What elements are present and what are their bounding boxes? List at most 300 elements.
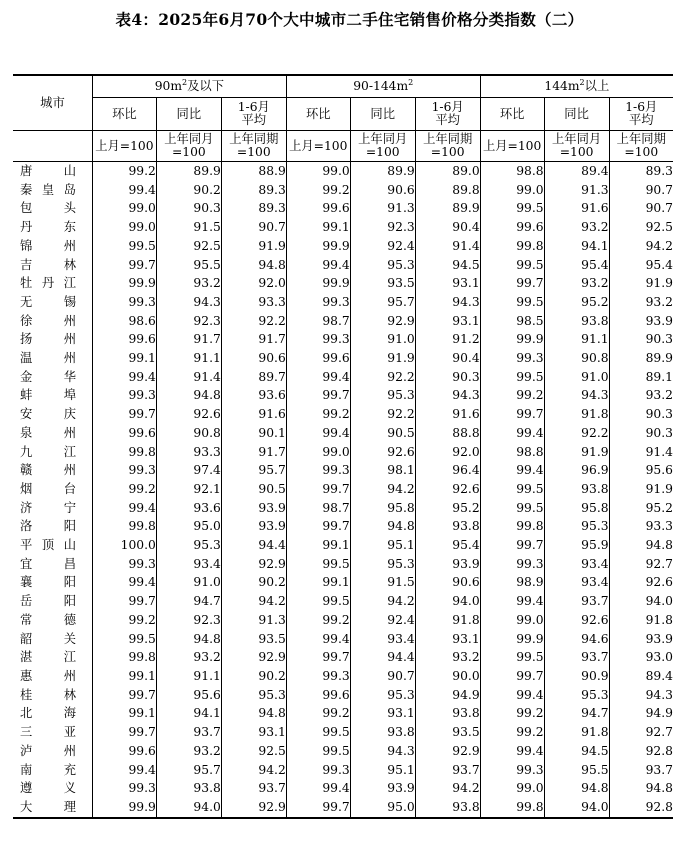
city-char: 江 [63, 444, 76, 459]
index-value-cell: 95.0 [156, 517, 221, 536]
index-value-cell: 99.3 [92, 461, 156, 480]
index-value-cell: 99.0 [286, 162, 350, 181]
city-char: 州 [63, 238, 76, 253]
index-value-cell: 93.8 [415, 798, 480, 818]
index-value-cell: 95.5 [544, 761, 609, 780]
index-value-cell: 95.7 [350, 293, 415, 312]
city-char: 温 [20, 351, 33, 366]
index-value-cell: 99.1 [92, 349, 156, 368]
city-char: 北 [20, 706, 33, 721]
city-char: 唐 [20, 164, 33, 178]
table-row [13, 349, 673, 368]
index-value-cell: 93.7 [156, 723, 221, 742]
index-value-cell: 99.3 [92, 293, 156, 312]
index-value-cell: 99.2 [286, 704, 350, 723]
city-cell [13, 611, 92, 630]
index-value-cell: 99.8 [480, 517, 544, 536]
city-cell [13, 686, 92, 705]
city-char: 徐 [20, 313, 33, 328]
index-value-cell: 93.1 [350, 704, 415, 723]
index-value-cell: 93.1 [415, 274, 480, 293]
index-value-cell: 93.5 [221, 630, 286, 649]
index-value-cell: 99.2 [286, 181, 350, 200]
index-value-cell: 99.4 [286, 630, 350, 649]
city-char: 吉 [20, 257, 33, 272]
index-value-cell: 94.0 [415, 592, 480, 611]
index-value-cell: 99.9 [286, 237, 350, 256]
index-value-cell: 98.7 [286, 499, 350, 518]
index-value-cell: 92.6 [415, 480, 480, 499]
index-value-cell: 94.0 [544, 798, 609, 818]
city-char: 义 [63, 781, 76, 796]
city-char: 秦 [20, 182, 33, 197]
index-value-cell: 99.3 [480, 555, 544, 574]
yoy-header: 同比 [156, 98, 221, 131]
mom-base-header: 上月=100 [92, 131, 156, 162]
index-value-cell: 95.2 [544, 293, 609, 312]
index-value-cell: 93.7 [609, 761, 673, 780]
index-value-cell: 99.0 [92, 199, 156, 218]
index-value-cell: 93.0 [609, 648, 673, 667]
index-value-cell: 88.8 [415, 424, 480, 443]
city-char: 州 [63, 743, 76, 758]
city-cell [13, 704, 92, 723]
index-value-cell: 91.6 [221, 405, 286, 424]
yoy-base-header: 上年同月 =100 [544, 131, 609, 162]
table-row [13, 293, 673, 312]
index-value-cell: 93.5 [350, 274, 415, 293]
index-value-cell: 92.5 [609, 218, 673, 237]
city-char: 庆 [63, 407, 76, 422]
index-value-cell: 94.2 [415, 779, 480, 798]
index-value-cell: 99.1 [92, 667, 156, 686]
index-value-cell: 93.8 [415, 517, 480, 536]
city-cell [13, 162, 92, 181]
city-char: 林 [63, 257, 76, 272]
table-row [13, 686, 673, 705]
index-value-cell: 99.7 [480, 405, 544, 424]
index-value-cell: 94.3 [350, 742, 415, 761]
city-char: 济 [20, 500, 33, 515]
index-value-cell: 93.1 [415, 312, 480, 331]
index-value-cell: 99.7 [286, 648, 350, 667]
index-value-cell: 99.5 [286, 592, 350, 611]
index-value-cell: 95.3 [350, 555, 415, 574]
city-cell [13, 761, 92, 780]
index-value-cell: 92.2 [350, 368, 415, 387]
index-value-cell: 99.9 [286, 274, 350, 293]
index-value-cell: 93.4 [544, 573, 609, 592]
index-value-cell: 92.7 [609, 555, 673, 574]
avg-header: 1-6月 平均 [221, 98, 286, 131]
index-value-cell: 95.3 [350, 686, 415, 705]
table-row [13, 405, 673, 424]
table-row [13, 218, 673, 237]
index-value-cell: 91.9 [544, 443, 609, 462]
index-value-cell: 94.8 [156, 386, 221, 405]
index-value-cell: 94.5 [415, 256, 480, 275]
table-row [13, 162, 673, 181]
index-value-cell: 90.6 [221, 349, 286, 368]
index-value-cell: 90.3 [609, 405, 673, 424]
index-value-cell: 94.2 [221, 761, 286, 780]
city-char: 襄 [20, 575, 33, 590]
index-value-cell: 93.8 [350, 723, 415, 742]
city-char: 惠 [20, 668, 33, 683]
header-row-metrics [13, 98, 673, 131]
city-char: 充 [63, 762, 76, 777]
city-char: 台 [63, 481, 76, 496]
table-row [13, 667, 673, 686]
index-value-cell: 99.2 [480, 723, 544, 742]
index-value-cell: 98.7 [286, 312, 350, 331]
city-char: 顶 [41, 538, 55, 553]
city-cell [13, 443, 92, 462]
index-value-cell: 91.7 [221, 330, 286, 349]
index-value-cell: 99.5 [480, 199, 544, 218]
index-value-cell: 99.4 [286, 256, 350, 275]
index-value-cell: 92.2 [350, 405, 415, 424]
yoy-header: 同比 [544, 98, 609, 131]
index-value-cell: 95.4 [415, 536, 480, 555]
table-row [13, 536, 673, 555]
index-value-cell: 95.3 [544, 686, 609, 705]
city-char: 州 [63, 332, 76, 347]
index-value-cell: 90.8 [544, 349, 609, 368]
index-value-cell: 95.2 [609, 499, 673, 518]
city-cell [13, 424, 92, 443]
index-value-cell: 99.7 [286, 386, 350, 405]
index-value-cell: 92.3 [156, 312, 221, 331]
index-value-cell: 92.0 [221, 274, 286, 293]
city-char: 锦 [20, 238, 33, 253]
index-value-cell: 90.4 [415, 218, 480, 237]
index-value-cell: 99.7 [92, 256, 156, 275]
index-value-cell: 93.2 [156, 742, 221, 761]
index-value-cell: 91.2 [415, 330, 480, 349]
index-value-cell: 94.2 [350, 592, 415, 611]
city-cell [13, 592, 92, 611]
index-value-cell: 94.3 [609, 686, 673, 705]
index-value-cell: 92.8 [609, 742, 673, 761]
index-value-cell: 94.8 [609, 779, 673, 798]
index-value-cell: 99.5 [480, 293, 544, 312]
index-value-cell: 93.9 [350, 779, 415, 798]
index-value-cell: 93.4 [156, 555, 221, 574]
table-row [13, 573, 673, 592]
index-value-cell: 90.7 [609, 199, 673, 218]
city-char: 阳 [63, 594, 76, 609]
table-row [13, 499, 673, 518]
index-value-cell: 99.4 [286, 368, 350, 387]
index-value-cell: 99.8 [480, 237, 544, 256]
index-value-cell: 94.9 [609, 704, 673, 723]
index-value-cell: 95.6 [609, 461, 673, 480]
index-value-cell: 93.8 [156, 779, 221, 798]
city-char: 德 [63, 612, 76, 627]
city-cell [13, 256, 92, 275]
index-value-cell: 99.7 [286, 480, 350, 499]
index-value-cell: 99.0 [92, 218, 156, 237]
index-value-cell: 90.9 [544, 667, 609, 686]
index-value-cell: 93.9 [221, 499, 286, 518]
index-value-cell: 93.8 [544, 312, 609, 331]
index-value-cell: 95.6 [156, 686, 221, 705]
index-value-cell: 94.2 [609, 237, 673, 256]
index-value-cell: 93.7 [544, 592, 609, 611]
index-value-cell: 94.8 [609, 536, 673, 555]
index-value-cell: 93.7 [221, 779, 286, 798]
table-row [13, 256, 673, 275]
index-value-cell: 99.5 [480, 368, 544, 387]
city-char: 金 [20, 369, 33, 384]
index-value-cell: 94.8 [221, 256, 286, 275]
index-value-cell: 92.8 [609, 798, 673, 818]
index-value-cell: 99.3 [286, 667, 350, 686]
avg-base-header: 上年同期 =100 [221, 131, 286, 162]
index-value-cell: 99.6 [92, 330, 156, 349]
index-value-cell: 89.8 [415, 181, 480, 200]
index-value-cell: 94.7 [544, 704, 609, 723]
index-value-cell: 92.9 [221, 648, 286, 667]
index-value-cell: 92.3 [350, 218, 415, 237]
city-char: 无 [20, 294, 33, 309]
city-char: 皇 [41, 182, 55, 197]
table-row [13, 723, 673, 742]
index-value-cell: 90.1 [221, 424, 286, 443]
index-value-cell: 93.7 [415, 761, 480, 780]
index-value-cell: 89.3 [221, 181, 286, 200]
city-char: 南 [20, 762, 33, 777]
index-value-cell: 93.2 [544, 274, 609, 293]
city-char: 桂 [20, 687, 33, 702]
city-char: 山 [63, 538, 76, 553]
index-value-cell: 99.4 [92, 573, 156, 592]
index-value-cell: 92.6 [544, 611, 609, 630]
index-value-cell: 93.8 [544, 480, 609, 499]
index-value-cell: 91.0 [156, 573, 221, 592]
index-value-cell: 91.8 [415, 611, 480, 630]
index-value-cell: 94.4 [350, 648, 415, 667]
table-row [13, 798, 673, 818]
index-value-cell: 95.4 [609, 256, 673, 275]
table-row [13, 555, 673, 574]
index-value-cell: 95.2 [415, 499, 480, 518]
index-value-cell: 91.5 [156, 218, 221, 237]
index-value-cell: 99.4 [480, 461, 544, 480]
index-value-cell: 94.7 [156, 592, 221, 611]
city-char: 丹 [41, 276, 55, 291]
city-char: 亚 [63, 725, 76, 740]
index-value-cell: 99.3 [92, 779, 156, 798]
index-value-cell: 99.5 [480, 648, 544, 667]
city-cell [13, 405, 92, 424]
city-char: 阳 [63, 575, 76, 590]
index-value-cell: 94.8 [221, 704, 286, 723]
index-value-cell: 99.7 [92, 723, 156, 742]
table-row [13, 199, 673, 218]
city-char: 州 [63, 313, 76, 328]
index-value-cell: 92.7 [609, 723, 673, 742]
city-char: 牡 [20, 276, 33, 291]
index-value-cell: 99.4 [92, 499, 156, 518]
index-value-cell: 99.4 [480, 686, 544, 705]
index-value-cell: 93.9 [609, 630, 673, 649]
index-value-cell: 95.9 [544, 536, 609, 555]
city-char: 三 [20, 725, 33, 740]
index-value-cell: 91.8 [544, 723, 609, 742]
index-value-cell: 99.3 [286, 293, 350, 312]
city-cell [13, 349, 92, 368]
table-row [13, 592, 673, 611]
city-char: 泉 [20, 425, 33, 440]
index-value-cell: 99.7 [480, 536, 544, 555]
index-value-cell: 94.8 [544, 779, 609, 798]
index-value-cell: 93.3 [221, 293, 286, 312]
index-value-cell: 91.7 [156, 330, 221, 349]
index-value-cell: 89.4 [609, 667, 673, 686]
city-char: 常 [20, 612, 33, 627]
mom-header: 环比 [480, 98, 544, 131]
index-value-cell: 93.9 [415, 555, 480, 574]
index-value-cell: 99.7 [480, 667, 544, 686]
table-row [13, 443, 673, 462]
city-char: 平 [20, 538, 33, 553]
index-value-cell: 90.2 [221, 667, 286, 686]
index-value-cell: 90.3 [156, 199, 221, 218]
index-value-cell: 99.7 [92, 592, 156, 611]
index-value-cell: 99.5 [286, 742, 350, 761]
table-row [13, 386, 673, 405]
index-value-cell: 99.5 [92, 237, 156, 256]
index-value-cell: 92.6 [609, 573, 673, 592]
city-cell [13, 199, 92, 218]
city-cell [13, 779, 92, 798]
index-value-cell: 89.9 [350, 162, 415, 181]
index-value-cell: 95.3 [156, 536, 221, 555]
city-char: 州 [63, 463, 76, 478]
index-value-cell: 95.3 [350, 256, 415, 275]
index-value-cell: 99.6 [286, 349, 350, 368]
index-value-cell: 100.0 [92, 536, 156, 555]
group-header-90-144: $90-144m^2$ [286, 75, 480, 98]
city-cell [13, 461, 92, 480]
index-value-cell: 99.4 [480, 742, 544, 761]
city-cell [13, 536, 92, 555]
index-value-cell: 94.3 [415, 293, 480, 312]
index-value-cell: 92.3 [156, 611, 221, 630]
city-cell [13, 499, 92, 518]
city-cell [13, 480, 92, 499]
index-value-cell: 91.7 [221, 443, 286, 462]
index-value-cell: 94.5 [544, 742, 609, 761]
index-value-cell: 93.9 [221, 517, 286, 536]
index-value-cell: 97.4 [156, 461, 221, 480]
index-value-cell: 91.9 [350, 349, 415, 368]
city-cell [13, 237, 92, 256]
city-cell [13, 312, 92, 331]
index-value-cell: 93.6 [221, 386, 286, 405]
index-value-cell: 90.7 [350, 667, 415, 686]
index-value-cell: 99.3 [286, 461, 350, 480]
index-value-cell: 93.3 [156, 443, 221, 462]
index-value-cell: 89.9 [609, 349, 673, 368]
index-value-cell: 99.2 [92, 480, 156, 499]
index-value-cell: 95.3 [221, 686, 286, 705]
city-cell [13, 648, 92, 667]
index-value-cell: 99.1 [286, 536, 350, 555]
index-value-cell: 99.5 [480, 256, 544, 275]
index-value-cell: 91.5 [350, 573, 415, 592]
index-value-cell: 90.3 [609, 424, 673, 443]
index-value-cell: 93.8 [415, 704, 480, 723]
table-row [13, 648, 673, 667]
index-value-cell: 99.7 [480, 274, 544, 293]
avg-header: 1-6月 平均 [609, 98, 673, 131]
index-value-cell: 90.2 [221, 573, 286, 592]
index-value-cell: 98.8 [480, 443, 544, 462]
index-value-cell: 94.9 [415, 686, 480, 705]
index-value-cell: 95.1 [350, 761, 415, 780]
index-value-cell: 90.5 [221, 480, 286, 499]
index-value-cell: 91.8 [609, 611, 673, 630]
index-value-cell: 89.3 [609, 162, 673, 181]
index-value-cell: 99.7 [92, 686, 156, 705]
index-value-cell: 99.8 [92, 517, 156, 536]
city-cell [13, 330, 92, 349]
city-char: 泸 [20, 743, 33, 758]
index-value-cell: 90.3 [609, 330, 673, 349]
table-header [13, 75, 673, 162]
table-row [13, 330, 673, 349]
index-value-cell: 89.0 [415, 162, 480, 181]
index-value-cell: 93.7 [544, 648, 609, 667]
table-title: 表4：2025年6月70个大中城市二手住宅销售价格分类指数（二） [115, 10, 584, 29]
index-value-cell: 93.2 [609, 293, 673, 312]
index-value-cell: 95.5 [156, 256, 221, 275]
table-row [13, 480, 673, 499]
index-value-cell: 99.4 [480, 592, 544, 611]
index-value-cell: 90.3 [415, 368, 480, 387]
index-value-cell: 93.1 [415, 630, 480, 649]
index-value-cell: 94.2 [221, 592, 286, 611]
table-row [13, 742, 673, 761]
city-char: 岳 [20, 594, 33, 609]
mom-header: 环比 [92, 98, 156, 131]
index-value-cell: 99.2 [92, 611, 156, 630]
index-value-cell: 99.6 [286, 686, 350, 705]
city-char: 山 [63, 164, 76, 178]
header-row-base [13, 131, 673, 162]
index-value-cell: 95.0 [350, 798, 415, 818]
index-value-cell: 93.1 [221, 723, 286, 742]
index-value-cell: 99.1 [286, 573, 350, 592]
index-value-cell: 92.6 [156, 405, 221, 424]
index-value-cell: 99.3 [480, 349, 544, 368]
city-cell [13, 274, 92, 293]
index-value-cell: 94.3 [415, 386, 480, 405]
index-value-cell: 92.2 [221, 312, 286, 331]
index-value-cell: 99.3 [92, 555, 156, 574]
index-value-cell: 93.2 [544, 218, 609, 237]
index-value-cell: 99.0 [480, 181, 544, 200]
city-char: 州 [63, 668, 76, 683]
index-value-cell: 92.5 [221, 742, 286, 761]
table-row [13, 424, 673, 443]
index-value-cell: 91.9 [609, 480, 673, 499]
index-value-cell: 90.5 [350, 424, 415, 443]
index-value-cell: 91.1 [156, 667, 221, 686]
